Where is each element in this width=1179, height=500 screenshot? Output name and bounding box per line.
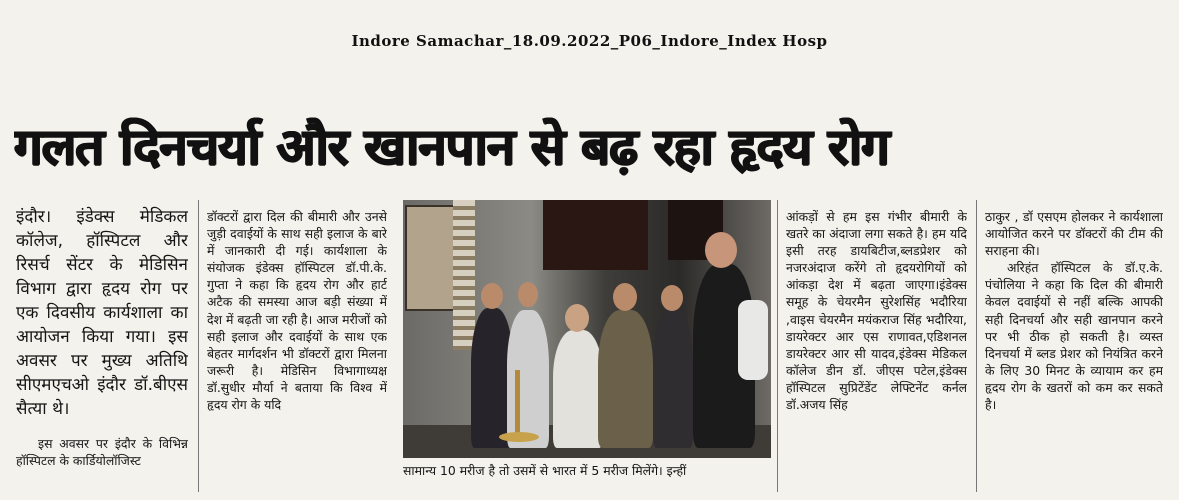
photo-caption-text: सामान्य 10 मरीज है तो उसमें से भारत में 5 मरीज मिलेंगे। इन्हीं xyxy=(403,463,687,478)
column-divider xyxy=(777,200,778,492)
person-3 xyxy=(553,330,603,448)
person-5 xyxy=(653,308,693,448)
column-divider xyxy=(976,200,977,492)
article-column-5 xyxy=(985,208,1163,493)
article-column-5-para-2: अरिहंत हॉस्पिटल के डॉ.ए.के. पंचोलिया ने कहा कि दिल की बीमारी केवल दवाईयों से नहीं बल्कि आपकी सही दिनचर्या और सही खानपान करने पर भी ठीक हो सकती है। व्यस्त दिनचर्या में ब्लड प्रेशर को नियंत्रित करने के लिए 30 मिनट के व्यायाम कर हम हृदय रोग के खतरों को कम कर सकते है। xyxy=(985,260,1163,413)
article-column-2 xyxy=(207,208,387,493)
article-column-5-para-1: ठाकुर , डॉ एसएम होलकर ने कार्यशाला आयोजित करने पर डॉक्टरों की टीम की सराहना की। xyxy=(985,209,1163,259)
curtain xyxy=(543,200,648,270)
event-photo xyxy=(403,200,771,458)
ceremonial-lamp xyxy=(515,370,520,440)
person-4 xyxy=(598,310,653,448)
article-column-1 xyxy=(16,205,188,495)
article-column-4 xyxy=(786,208,967,493)
article-column-4-text: आंकड़ों से हम इस गंभीर बीमारी के खतरे का अंदाजा लगा सकते है। हम यदि इसी तरह डायबिटीज,ब्लडप्रेशर को नजरअंदाज करेंगे तो हृदयरोगियों को आंकड़ा देश में बढ़ता जाएगा।इंडेक्स समूह के चेयरमैन सुरेशसिंह भदौरिया ,वाइस चेयरमैन मयंकराज सिंह भदौरिया, डायरेक्टर आर एस राणावत,एडिशनल डायरेक्टर आर सी यादव,इंडेक्स मेडिकल कॉलेज डीन डॉ. जीएस पटेल,इंडेक्स हॉस्पिटल सुप्रिटेंडेंट लेफ्टिनेंट कर्नल डॉ.अजय सिंह xyxy=(786,209,967,413)
article-column-1-tail: इस अवसर पर इंदौर के विभिन्न हॉस्पिटल के कार्डियोलॉजिस्ट xyxy=(16,436,188,468)
clipping-caption: Indore Samachar_18.09.2022_P06_Indore_Index Hosp xyxy=(351,32,828,50)
column-divider xyxy=(198,200,199,492)
person-2 xyxy=(507,310,549,448)
flower-garland xyxy=(453,200,475,350)
article-headline: गलत दिनचर्या और खानपान से बढ़ रहा हृदय रोग xyxy=(14,118,889,177)
article-lead-paragraph: इंदौर। इंडेक्स मेडिकल कॉलेज, हॉस्पिटल और रिसर्च सेंटर के मेडिसिन विभाग द्वारा हृदय रोग पर एक दिवसीय कार्यशाला का आयोजन किया गया। इस अवसर पर मुख्य अतिथि सीएमएचओ इंदौर डॉ.बीएस सैत्या थे। xyxy=(16,207,188,419)
wall-poster xyxy=(405,205,457,311)
article-column-2-text: डॉक्टरों द्वारा दिल की बीमारी और उनसे जुड़ी दवाईयों के साथ सही इलाज के बारे में जानकारी दी गई। कार्यशाला के संयोजक इंडेक्स हॉस्पिटल डॉ.पी.के. गुप्ता ने कहा कि हृदय रोग और हार्ट अटैक की समस्या आज बड़ी संख्या में देश में बढ़ती जा रही है। आज मरीजों को सही इलाज और दवाईयों के साथ एक बेहतर मार्गदर्शन भी डॉक्टरों द्वारा मिलना जरूरी है। मेडिसिन विभागाध्यक्ष डॉ.सुधीर मौर्या ने बताया कि विश्व में हृदय रोग के यदि xyxy=(207,209,387,413)
